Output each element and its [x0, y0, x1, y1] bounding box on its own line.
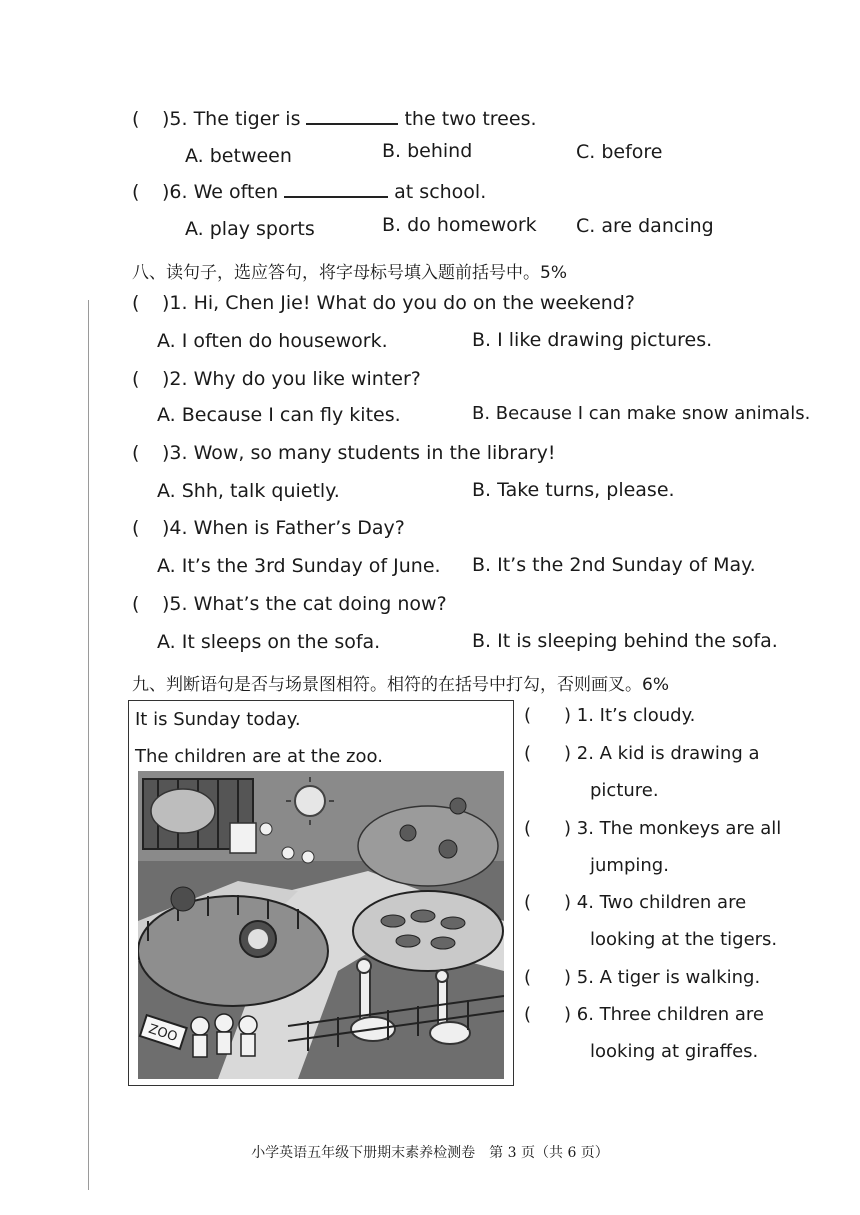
- answer-paren[interactable]: (: [524, 705, 532, 726]
- answer-paren[interactable]: (: [132, 517, 140, 539]
- option-b: B. I like drawing pictures.: [472, 329, 713, 351]
- question-7-5: [132, 108, 537, 130]
- option-a: A. between: [185, 145, 292, 167]
- answer-paren[interactable]: (: [524, 892, 532, 913]
- statement-text: ) 2. A kid is drawing a: [564, 743, 760, 764]
- option-a: A. It’s the 3rd Sunday of June.: [157, 555, 441, 577]
- question-text: )6. We often: [162, 181, 279, 203]
- option-b: B. Take turns, please.: [472, 479, 675, 501]
- option-a: A. Because I can fly kites.: [157, 404, 401, 426]
- scene-caption-2: The children are at the zoo.: [135, 746, 383, 767]
- easel-icon: [230, 823, 256, 853]
- question-8-5: [132, 593, 447, 615]
- statement-text-cont: picture.: [590, 780, 659, 801]
- option-b: B. Because I can make snow animals.: [472, 403, 811, 424]
- answer-paren[interactable]: (: [132, 368, 140, 390]
- answer-paren[interactable]: (: [524, 1004, 532, 1025]
- answer-paren[interactable]: (: [132, 593, 140, 615]
- statement-text: ) 6. Three children are: [564, 1004, 764, 1025]
- question-text: )5. What’s the cat doing now?: [162, 593, 447, 615]
- answer-paren[interactable]: (: [524, 743, 532, 764]
- statement-text-cont: looking at the tigers.: [590, 929, 778, 950]
- zoo-scene-illustration: [138, 771, 504, 1079]
- sun-icon: [295, 786, 325, 816]
- question-text: )5. The tiger is: [162, 108, 301, 130]
- statement-text: ) 5. A tiger is walking.: [564, 967, 761, 988]
- answer-paren[interactable]: (: [132, 442, 140, 464]
- statement-5: [524, 967, 760, 988]
- question-8-3: [132, 442, 555, 464]
- monkey-icon: [400, 825, 416, 841]
- answer-paren[interactable]: (: [132, 292, 140, 314]
- question-text-after: the two trees.: [404, 108, 537, 130]
- statement-4: [524, 892, 746, 913]
- option-a: A. I often do housework.: [157, 330, 388, 352]
- answer-paren[interactable]: (: [132, 181, 140, 203]
- question-text: )2. Why do you like winter?: [162, 368, 421, 390]
- scene-caption-1: It is Sunday today.: [135, 709, 301, 730]
- option-c: C. before: [576, 141, 663, 163]
- statement-text-cont: looking at giraffes.: [590, 1041, 759, 1062]
- option-a: A. Shh, talk quietly.: [157, 480, 340, 502]
- children-icon: [191, 1014, 257, 1057]
- question-text: )3. Wow, so many students in the library!: [162, 442, 556, 464]
- statement-6: [524, 1004, 764, 1025]
- question-7-6: [132, 181, 486, 203]
- section-9-heading: 九、判断语句是否与场景图相符。相符的在括号中打勾，否则画叉。6%: [132, 675, 669, 695]
- question-text: )4. When is Father’s Day?: [162, 517, 405, 539]
- statement-3: [524, 818, 781, 839]
- question-text: )1. Hi, Chen Jie! What do you do on the weekend?: [162, 292, 635, 314]
- option-c: C. are dancing: [576, 215, 714, 237]
- statement-text: ) 1. It’s cloudy.: [564, 705, 696, 726]
- answer-blank[interactable]: [306, 122, 398, 125]
- option-b: B. It’s the 2nd Sunday of May.: [472, 554, 756, 576]
- answer-blank[interactable]: [284, 195, 388, 198]
- question-8-1: [132, 292, 635, 314]
- answer-paren[interactable]: (: [524, 818, 532, 839]
- statement-1: [524, 705, 695, 726]
- option-b: B. behind: [382, 140, 473, 162]
- zoo-sign: ZOO: [146, 1021, 180, 1046]
- question-8-4: [132, 517, 405, 539]
- binding-line: [88, 300, 89, 1190]
- option-a: A. It sleeps on the sofa.: [157, 631, 381, 653]
- elephant-icon: [151, 789, 215, 833]
- statement-text: ) 4. Two children are: [564, 892, 747, 913]
- question-text-after: at school.: [394, 181, 487, 203]
- option-b: B. do homework: [382, 214, 537, 236]
- answer-paren[interactable]: (: [132, 108, 140, 130]
- page-footer: 小学英语五年级下册期末素养检测卷 第 3 页（共 6 页）: [251, 1145, 609, 1161]
- statement-text-cont: jumping.: [590, 855, 669, 876]
- option-a: A. play sports: [185, 218, 315, 240]
- answer-paren[interactable]: (: [524, 967, 532, 988]
- statement-text: ) 3. The monkeys are all: [564, 818, 782, 839]
- statement-2: [524, 743, 760, 764]
- option-b: B. It is sleeping behind the sofa.: [472, 630, 778, 652]
- scene-box: [128, 700, 514, 1086]
- question-8-2: [132, 368, 421, 390]
- section-8-heading: 八、读句子，选应答句，将字母标号填入题前括号中。5%: [132, 263, 567, 283]
